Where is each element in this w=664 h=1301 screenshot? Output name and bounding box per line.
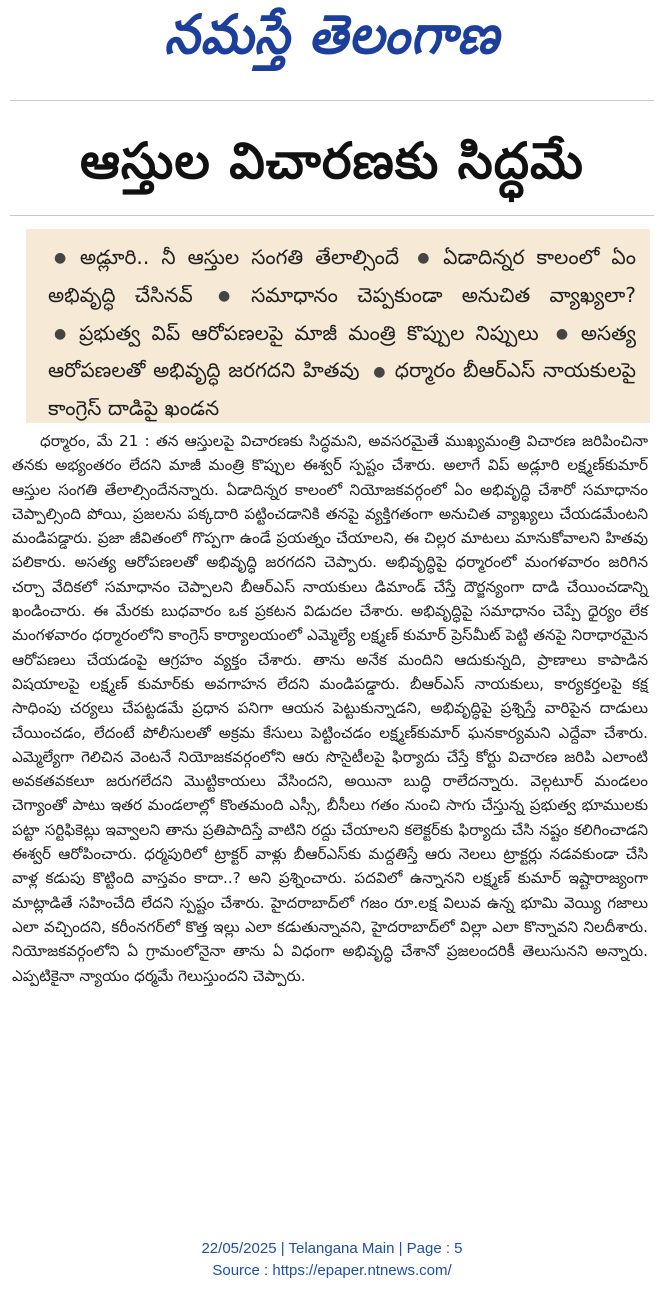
highlight-item: అసత్య ఆరోపణలతో అభివృద్ధి జరగదని హితవు (48, 320, 636, 383)
highlight-item: అడ్లూరి.. నీ ఆస్తుల సంగతి తేలాల్సిందే (79, 245, 400, 269)
divider (10, 215, 654, 216)
bullet-icon: ● (218, 288, 244, 304)
source-link[interactable]: Source : https://epaper.ntnews.com/ (212, 1262, 452, 1279)
bullet-icon: ● (373, 363, 387, 380)
highlight-item: ఏడాదిన్నర కాలంలో ఏం అభివృద్ధి చేసినవ్ (48, 245, 637, 307)
divider (10, 100, 654, 101)
edition-info: 22/05/2025 | Telangana Main | Page : 5 (201, 1240, 463, 1257)
masthead-title: నమస్తే తెలంగాణ (164, 2, 500, 66)
highlight-item: ప్రభుత్వ విప్ ఆరోపణలపై మాజీ మంత్రి కొప్పుల నిప్పులు (78, 320, 539, 345)
bullet-icon: ● (417, 250, 436, 267)
highlight-item: ధర్మారం బీఆర్ఎస్ నాయకులపై కాంగ్రెస్ దాడిపై ఖండన (48, 358, 636, 420)
highlights-text (48, 239, 636, 427)
masthead-logo (0, 0, 664, 82)
bullet-icon: ● (54, 325, 71, 342)
highlights-box (26, 229, 650, 423)
bullet-icon: ● (54, 250, 72, 267)
highlight-item: సమాధానం చెప్పకుండా అనుచిత వ్యాఖ్యలా? (251, 282, 637, 307)
article-headline: ఆస్తుల విచారణకు సిద్ధమే (80, 132, 584, 190)
bullet-icon: ● (555, 325, 573, 342)
article-body: ధర్మారం, మే 21 : తన ఆస్తులపై విచారణకు సిద్ధమని, అవసరమైతే ముఖ్యమంత్రి విచారణ జరిపించినా తనకు అభ్యంతరం లేదని మాజీ మంత్రి కొప్పుల ఈశ్వర్ స్పష్టం చేశారు. అలాగే విప్ అడ్లూరి లక్ష్మణ్‌కుమార్ ఆస్తుల సంగతి తేలాల్సిందేనన్నారు. ఏడాదిన్నర కాలంలో నియోజకవర్గంలో ఏం అభివృద్ధి చేశారో సమాధానం చెప్పాల్సింది పోయి, ప్రజలను పక్కదారి పట్టించడానికి తనపై వ్యక్తిగతంగా అనుచిత వ్యాఖ్యలు చేయడమేంటని మండిపడ్డారు. ప్రజా జీవితంలో గొప్పగా ఉండే ప్రయత్నం చేయాలని, ఈ చిల్లర మాటలు మానుకోవాలని హితవు పలికారు. అసత్య ఆరోపణలతో అభివృద్ధి జరగదని చెప్పారు. అభివృద్ధిపై ధర్మారంలో మంగళవారం జరిగిన చర్చా వేదికలో సమాధానం చెప్పాలని బీఆర్ఎస్ నాయకులు డిమాండ్ చేస్తే దౌర్జన్యంగా దాడి చేయించడాన్ని ఖండించారు. ఈ మేరకు బుధవారం ఒక ప్రకటన విడుదల చేశారు. అభివృద్ధిపై సమాధానం చెప్పే ధైర్యం లేక మంగళవారం ధర్మారంలోని కాంగ్రెస్ కార్యాలయంలో ఎమ్మెల్యే లక్ష్మణ్ కుమార్ ప్రెస్‌మీట్ పెట్టి తనపై నిరాధారమైన ఆరోపణలు చేయడంపై ఆగ్రహం వ్యక్తం చేశారు. తాను అనేక మందిని ఆదుకున్నది, ప్రాణాలు కాపాడిన విషయాలపై లక్ష్మణ్ కుమార్‌కు అవగాహన లేదని మండిపడ్డారు. బీఆర్ఎస్ నాయకులు, కార్యకర్తలపై కక్ష సాధింపు చర్యలు చేపట్టడమే ప్రధాన పనిగా ఆయన పెట్టుకున్నాడని, అభివృద్ధిపై ప్రశ్నిస్తే వారిపైన దాడులు చేయించడం, లేదంటే పోలీసులతో అక్రమ కేసులు పెట్టించడం లక్ష్మణ్‌కుమార్ ఘనకార్యమని ఎద్దేవా చేశారు. ఎమ్మెల్యేగా గెలిచిన వెంటనే నియోజకవర్గంలోని ఆరు సొసైటీలపై ఫిర్యాదు చేస్తే కోర్టు విచారణ జరిపి ఎలాంటి అవకతవకలూ జరుగలేదని మొట్టికాయలు వేసిందని, అయినా బుద్ధి రాలేదన్నారు. వెల్గటూర్ మండలం చెగ్యాంతో పాటు ఇతర మండలాల్లో కొంతమంది ఎస్సీ, బీసీలు గతం నుంచి సాగు చేస్తున్న ప్రభుత్వ భూములకు పట్టా సర్టిఫికెట్లు ఇవ్వాలని తాను ప్రతిపాదిస్తే వాటిని రద్దు చేయాలని కలెక్టర్‌కు ఫిర్యాదు చేసి నష్టం కలిగించాడని ఈశ్వర్ ఆరోపించారు. ధర్మపురిలో ట్రాక్టర్ వాళ్లు బీఆర్ఎస్‌కు మద్దతిస్తే ఆరు నెలలు ట్రాక్టర్లు నడవకుండా చేసి వాళ్ల కడుపు కొట్టింది వాస్తవం కాదా..? అని ప్రశ్నించారు. పదవిలో ఉన్నానని లక్ష్మణ్ కుమార్ ఇష్టారాజ్యంగా మాట్లాడితే సహించేది లేదని స్పష్టం చేశారు. హైదరాబాద్‌లో గజం రూ.లక్ష విలువ ఉన్న భూమి వెయ్యి గజాలు ఎలా వచ్చిందని, కరీంనగర్‌లో కొత్త ఇల్లు ఎలా కడుతున్నావని, హైదరాబాద్‌లో విల్లా ఎలా కొన్నావని నిలదీశారు. నియోజకవర్గంలోని ఏ గ్రామంలోనైనా తాను ఏ విధంగా అభివృద్ధి చేశానో ప్రజలందరికీ తెలుసునని అన్నారు. ఎప్పటికైనా న్యాయం ధర్మమే గెలుస్తుందని చెప్పారు. (12, 432, 648, 985)
